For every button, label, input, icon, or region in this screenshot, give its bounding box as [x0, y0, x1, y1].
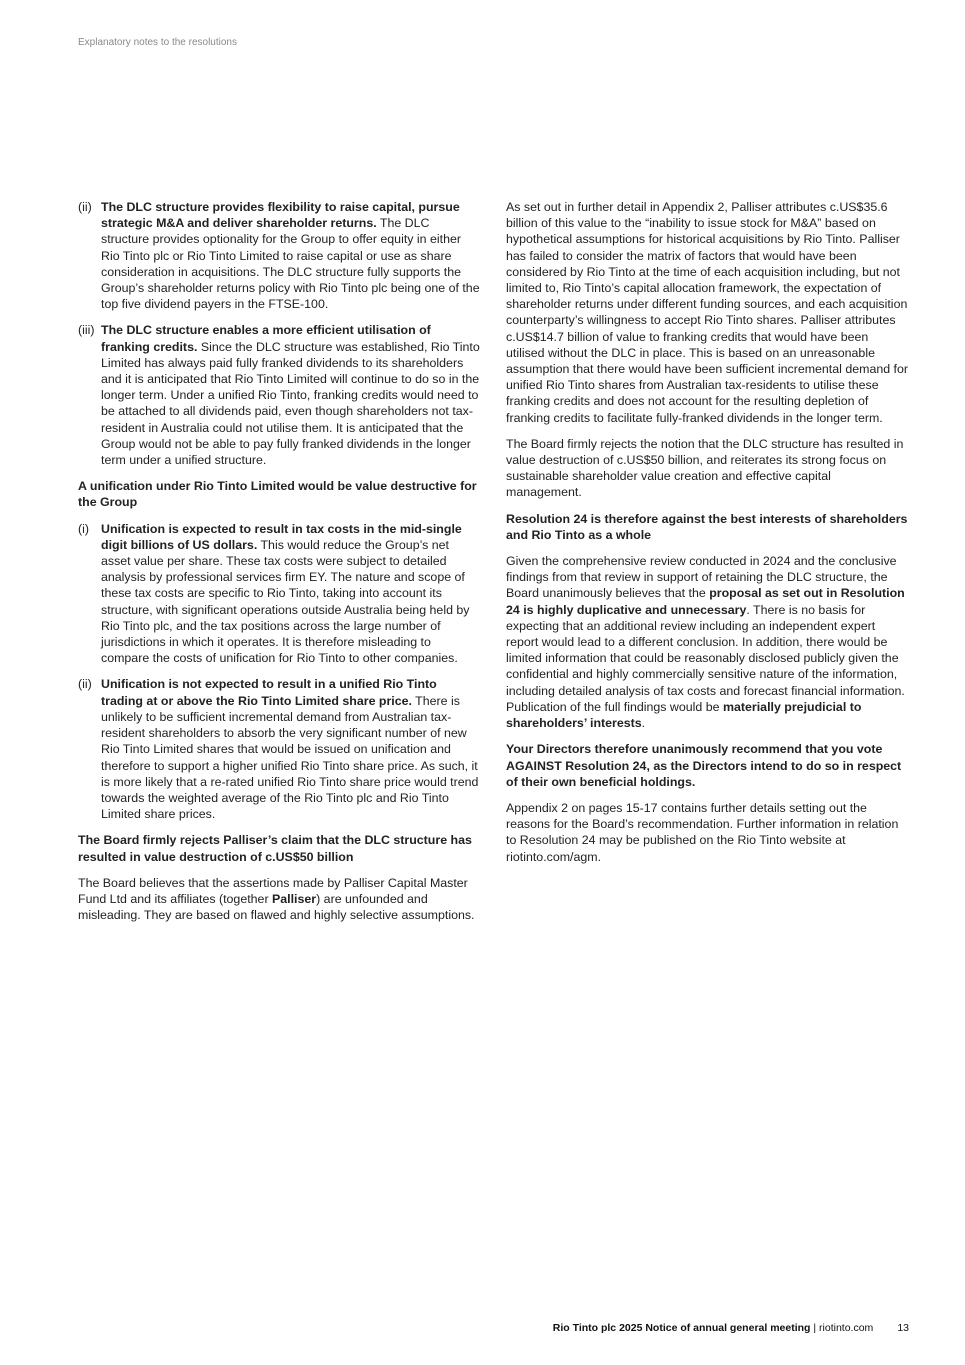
list-item: [78, 322, 481, 468]
emphasis-text: materially prejudicial to shareholders’ interests: [506, 699, 862, 731]
list-item-body: This would reduce the Group’s net asset value per share. These tax costs were subject to detailed analysis by professional services firm EY. The nature and scope of these tax costs are specific to Rio Tinto, taking into account its structure, with significant operations outside Australia being held by Rio Tinto plc, and the tax positions across the large number of jurisdictions in which it operates. It is therefore misleading to compare the costs of unification for Rio Tinto to other companies.: [101, 537, 470, 666]
section-heading-unification: A unification under Rio Tinto Limited would be value destructive for the Group: [78, 479, 477, 510]
list-item-lead: Unification is not expected to result in a unified Rio Tinto trading at or above the Rio Tinto Limited share price.: [101, 677, 437, 708]
paragraph-board-rejects: The Board firmly rejects the notion that the DLC structure has resulted in value destruction of c.US$50 billion, and reiterates its strong focus on sustainable shareholder value creation and effective capital management.: [506, 436, 904, 500]
footer-site-link[interactable]: riotinto.com: [819, 1322, 874, 1334]
list-item-number: (ii): [78, 200, 92, 214]
running-header: Explanatory notes to the resolutions: [78, 37, 237, 48]
left-column: [78, 199, 481, 933]
recommendation-heading: Your Directors therefore unanimously recommend that you vote AGAINST Resolution 24, as the Directors intend to do so in respect of their own beneficial holdings.: [506, 742, 902, 789]
paragraph-palliser: [78, 875, 481, 924]
list-item-number: (i): [78, 521, 90, 536]
section-heading-resolution-24: Resolution 24 is therefore against the best interests of shareholders and Rio Tinto as a whole: [506, 511, 908, 542]
list-item-text: [101, 199, 481, 312]
paragraph-text: . There is no basis for expecting that an additional review including an independent expert report would lead to a different conclusion. In addition, there would be limited information that could be reasonably disclosed publicly given the confidential and highly commercially sensitive nature of the information, including detailed analysis of tax costs and forecast financial information. Publication of the full findings would be: [506, 602, 905, 714]
list-item-body: The DLC structure provides optionality for the Group to offer equity in either Rio Tinto plc or Rio Tinto Limited to raise capital or use as share consideration in acquisitions. The DLC structure fully supports the Group’s shareholder returns policy with Rio Tinto plc being one of the top five dividend payers in the FTSE-100.: [101, 216, 480, 312]
right-column: [506, 199, 909, 875]
footer-separator: |: [810, 1322, 820, 1334]
section-heading-palliser-claim: The Board firmly rejects Palliser’s claim that the DLC structure has resulted in value destruction of c.US$50 billion: [78, 833, 472, 864]
list-item-number: (iii): [78, 323, 95, 338]
list-item-lead: Unification is expected to result in tax costs in the mid-single digit billions of US dollars.: [101, 521, 462, 552]
list-item-body: Since the DLC structure was established, Rio Tinto Limited has always paid fully franked dividends to its shareholders and it is anticipated that Rio Tinto Limited will continue to do so in the longer term. Under a unified Rio Tinto, franking credits would need to be attached to all dividends paid, even though shareholders not tax-resident in Australia could not utilise them. It is anticipated that the Group would not be able to pay fully franked dividends in the longer term under a unified structure.: [101, 339, 480, 468]
list-item-text: [101, 676, 481, 822]
list-item: [78, 521, 481, 667]
list-item-text: [101, 521, 481, 667]
footer-document-title: Rio Tinto plc 2025 Notice of annual general meeting: [552, 1322, 811, 1334]
paragraph-appendix-reference: As set out in further detail in Appendix 2, Palliser attributes c.US$35.6 billion of this value to the “inability to issue stock for M&A” based on hypothetical assumptions for historical acquisitions by Rio Tinto. Palliser has failed to consider the matrix of factors that would have been considered by Rio Tinto at the time of each acquisition including, but not limited to, Rio Tinto’s capital allocation framework, the expectation of shareholder returns under different funding sources, and each acquisition counterparty’s willingness to accept Rio Tinto shares. Palliser attributes c.US$14.7 billion of value to franking credits that would have been utilised without the DLC in place. This is based on an unreasonable assumption that there would have been sufficient incremental demand for unified Rio Tinto shares from Australian tax-residents to utilise these franking credits and does not account for the resulting depletion of franking credits to facilitate fully-franked dividends in the longer term.: [506, 200, 909, 425]
paragraph-text: ) are unfounded and misleading. They are based on flawed and highly selective assumptions.: [78, 891, 475, 923]
list-item-lead: The DLC structure enables a more efficient utilisation of franking credits.: [101, 323, 431, 354]
emphasis-text: proposal as set out in Resolution 24 is highly duplicative and unnecessary: [506, 586, 905, 617]
defined-term: Palliser: [272, 891, 317, 906]
paragraph-text: Given the comprehensive review conducted in 2024 and the conclusive findings from that review in support of retaining the DLC structure, the Board unanimously believes that the: [506, 554, 897, 601]
paragraph-further-information: Appendix 2 on pages 15-17 contains further details setting out the reasons for the Board’s recommendation. Further information in relation to Resolution 24 may be published on the Rio Tinto website at riotinto.com/agm.: [506, 800, 899, 864]
paragraph-text: .: [641, 716, 646, 731]
list-item-number: (ii): [78, 677, 92, 692]
page-number: 13: [897, 1322, 909, 1334]
paragraph-text: The Board believes that the assertions made by Palliser Capital Master Fund Ltd and its affiliates (together: [78, 875, 468, 906]
list-item-text: [101, 322, 481, 468]
list-item-lead: The DLC structure provides flexibility to raise capital, pursue strategic M&A and deliver shareholder returns.: [101, 200, 460, 231]
list-item-body: There is unlikely to be sufficient incremental demand from Australian tax-resident shareholders to absorb the very significant number of new Rio Tinto Limited shares that would be issued on unification and therefore to support a higher unified Rio Tinto share price. As such, it is more likely that a re-rated unified Rio Tinto share price would trend towards the weighted average of the Rio Tinto plc and Rio Tinto Limited share prices.: [101, 693, 479, 822]
paragraph-review: [506, 553, 909, 731]
list-item: [78, 676, 481, 822]
list-item: [78, 199, 481, 312]
page-footer: [553, 1322, 909, 1334]
